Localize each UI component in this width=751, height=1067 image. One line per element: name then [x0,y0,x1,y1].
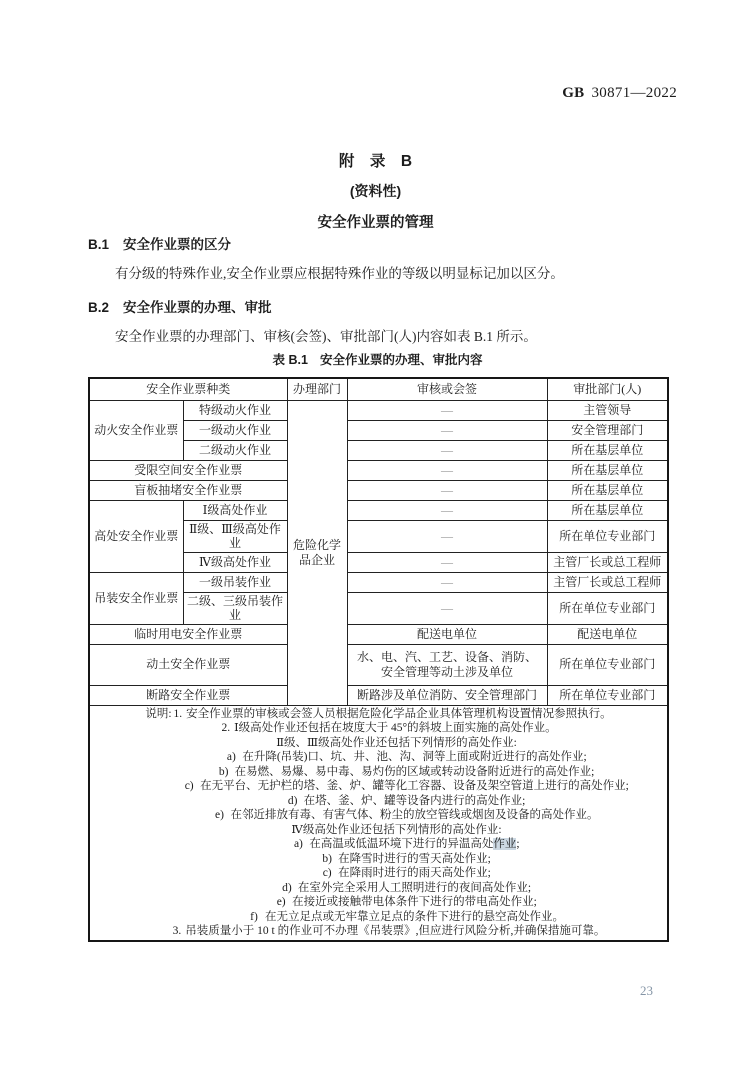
note-line [92,852,665,867]
cell-review: — [347,460,547,480]
note-3-text: 吊装质量小于 10 t 的作业可不办理《吊装票》,但应进行风险分析,并确保措施可靠。 [185,925,606,937]
list-text: 在易燃、易爆、易中毒、易灼伤的区域或转动设备附近进行的高处作业; [234,765,595,778]
table-caption-title: 安全作业票的办理、审批内容 [319,353,483,367]
cell-handling-dept: 危险化学品企业 [287,400,347,705]
cell-approval: 所在单位专业部门 [547,592,668,624]
cell-review: 配送电单位 [347,624,547,644]
note-line [92,924,665,939]
list-marker: f) [250,910,258,923]
note-1-marker: 1. [173,707,183,720]
section-b2-number: B.2 [88,300,110,315]
cell-review: — [347,500,547,520]
list-marker: a) [293,838,303,850]
list-text: 在降雪时进行的雪天高处作业; [338,852,491,865]
list-text: 在高温或低温环境下进行的异温高处 [309,838,494,850]
note-line: Ⅳ级高处作业还包括下列情形的高处作业: [291,823,502,836]
list-text: 在接近或接触带电体条件下进行的带电高处作业; [292,896,537,908]
table-row [89,624,668,644]
cell-review [347,644,547,685]
cell-subtype: 特级动火作业 [183,400,287,420]
appendix-subtitle: (资料性) [349,183,402,199]
note-line [92,750,665,765]
cell-review: — [347,440,547,460]
list-text: 在室外完全采用人工照明进行的夜间高处作业; [297,881,532,894]
list-marker: e) [215,809,224,821]
note-line [92,707,665,722]
list-marker: b) [322,852,332,865]
cell-subtype: Ⅰ级高处作业 [183,500,287,520]
cell-approval: 主管领导 [547,400,668,420]
highlighted-text: 作业 [493,838,517,850]
standard-code: 30871—2022 [591,85,677,101]
list-text: 在降雨时进行的雨天高处作业; [338,867,491,879]
cell-approval: 所在单位专业部门 [547,520,668,552]
note-3-marker: 3. [172,925,182,937]
header-approval: 审批部门(人) [547,378,668,400]
list-text: ; [516,838,520,850]
header-ticket-type: 安全作业票种类 [89,378,287,400]
note-line [92,721,665,736]
cell-approval: 所在基层单位 [547,500,668,520]
cell-category: 动土安全作业票 [89,644,287,685]
cell-approval: 配送电单位 [547,624,668,644]
note-line [92,794,665,809]
note-line [92,765,665,780]
notes-label: 说明: [145,707,172,720]
list-text: 在塔、釜、炉、罐等设备内进行的高处作业; [303,794,526,807]
cell-category: 吊装安全作业票 [89,572,183,624]
note-line [92,808,665,823]
note-line: Ⅱ级、Ⅲ级高处作业还包括下列情形的高处作业: [276,736,517,749]
list-marker: b) [218,765,229,778]
list-marker: c) [322,867,332,879]
section-b2-title: 安全作业票的办理、审批 [123,300,272,315]
cell-subtype: 二级、三级吊装作业 [183,592,287,624]
cell-subtype: Ⅱ级、Ⅲ级高处作业 [183,520,287,552]
cell-review: — [347,552,547,572]
standard-number [562,85,677,102]
list-marker: c) [184,780,194,792]
cell-category: 断路安全作业票 [89,685,287,705]
section-b1-title: 安全作业票的区分 [123,237,232,252]
note-line [92,837,665,852]
cell-review: — [347,400,547,420]
table-b1-container [88,377,667,942]
list-text: 在无平台、无护栏的塔、釜、炉、罐等化工容器、设备及架空管道上进行的高处作业; [200,780,629,792]
note-line [92,866,665,881]
note-2-marker: 2. [221,722,231,734]
note-line [92,910,665,925]
table-row [89,572,668,592]
header-review: 审核或会签 [347,378,547,400]
page-number: 23 [640,983,653,998]
cell-category: 受限空间安全作业票 [89,460,287,480]
cell-category: 动火安全作业票 [89,400,183,460]
cell-approval: 所在基层单位 [547,460,668,480]
appendix-title-block [0,149,751,232]
list-text: 在升降(吊装)口、坑、井、池、沟、洞等上面或附近进行的高处作业; [242,751,587,763]
cell-approval: 所在单位专业部门 [547,644,668,685]
appendix-name: 安全作业票的管理 [317,215,434,231]
table-row [89,460,668,480]
table-notes [89,705,668,941]
cell-subtype: 二级动火作业 [183,440,287,460]
cell-review: — [347,480,547,500]
cell-review-line2: 安全管理等动土涉及单位 [381,664,514,679]
list-text: 在邻近排放有毒、有害气体、粉尘的放空管线或烟囱及设备的高处作业。 [230,809,599,821]
note-1-text: 安全作业票的审核或会签人员根据危险化学品企业具体管理机构设置情况参照执行。 [186,707,612,720]
table-b1 [88,377,669,942]
section-b1-paragraph: 有分级的特殊作业,安全作业票应根据特殊作业的等级以明显标记加以区分。 [115,266,564,281]
section-b2-heading [88,296,667,316]
cell-subtype: Ⅳ级高处作业 [183,552,287,572]
note-line [92,779,665,794]
table-row [89,500,668,520]
cell-approval: 安全管理部门 [547,420,668,440]
cell-review: 断路涉及单位消防、安全管理部门 [347,685,547,705]
cell-approval: 主管厂长或总工程师 [547,572,668,592]
cell-category: 临时用电安全作业票 [89,624,287,644]
cell-review-line1: 水、电、汽、工艺、设备、消防、 [357,650,538,664]
cell-review: — [347,520,547,552]
list-marker: d) [282,881,292,894]
cell-approval: 主管厂长或总工程师 [547,552,668,572]
cell-category: 盲板抽堵安全作业票 [89,480,287,500]
note-line [92,881,665,896]
cell-approval: 所在基层单位 [547,480,668,500]
list-marker: e) [276,896,286,908]
appendix-title: 附 录 B [338,153,413,170]
list-marker: a) [226,751,236,763]
cell-approval: 所在基层单位 [547,440,668,460]
table-caption-label: 表 B.1 [272,353,308,367]
cell-approval: 所在单位专业部门 [547,685,668,705]
table-row [89,400,668,420]
section-b2-paragraph: 安全作业票的办理部门、审核(会签)、审批部门(人)内容如表 B.1 所示。 [115,329,537,344]
cell-subtype: 一级吊装作业 [183,572,287,592]
note-line [92,895,665,910]
cell-review: — [347,592,547,624]
list-marker: d) [287,794,298,807]
cell-review: — [347,572,547,592]
table-row [89,480,668,500]
table-header-row [89,378,668,400]
list-text: 在无立足点或无牢靠立足点的条件下进行的悬空高处作业。 [265,910,564,923]
table-caption [88,350,667,368]
cell-subtype: 一级动火作业 [183,420,287,440]
section-b1-number: B.1 [88,237,110,252]
table-row [89,685,668,705]
standard-prefix: GB [562,85,585,101]
cell-category: 高处安全作业票 [89,500,183,572]
note-2-text: Ⅰ级高处作业还包括在坡度大于 45°的斜坡上面实施的高处作业。 [234,722,557,734]
section-b1-heading [88,233,667,253]
cell-review: — [347,420,547,440]
table-row [89,644,668,685]
header-handling-dept: 办理部门 [287,378,347,400]
table-notes-row [89,705,668,941]
